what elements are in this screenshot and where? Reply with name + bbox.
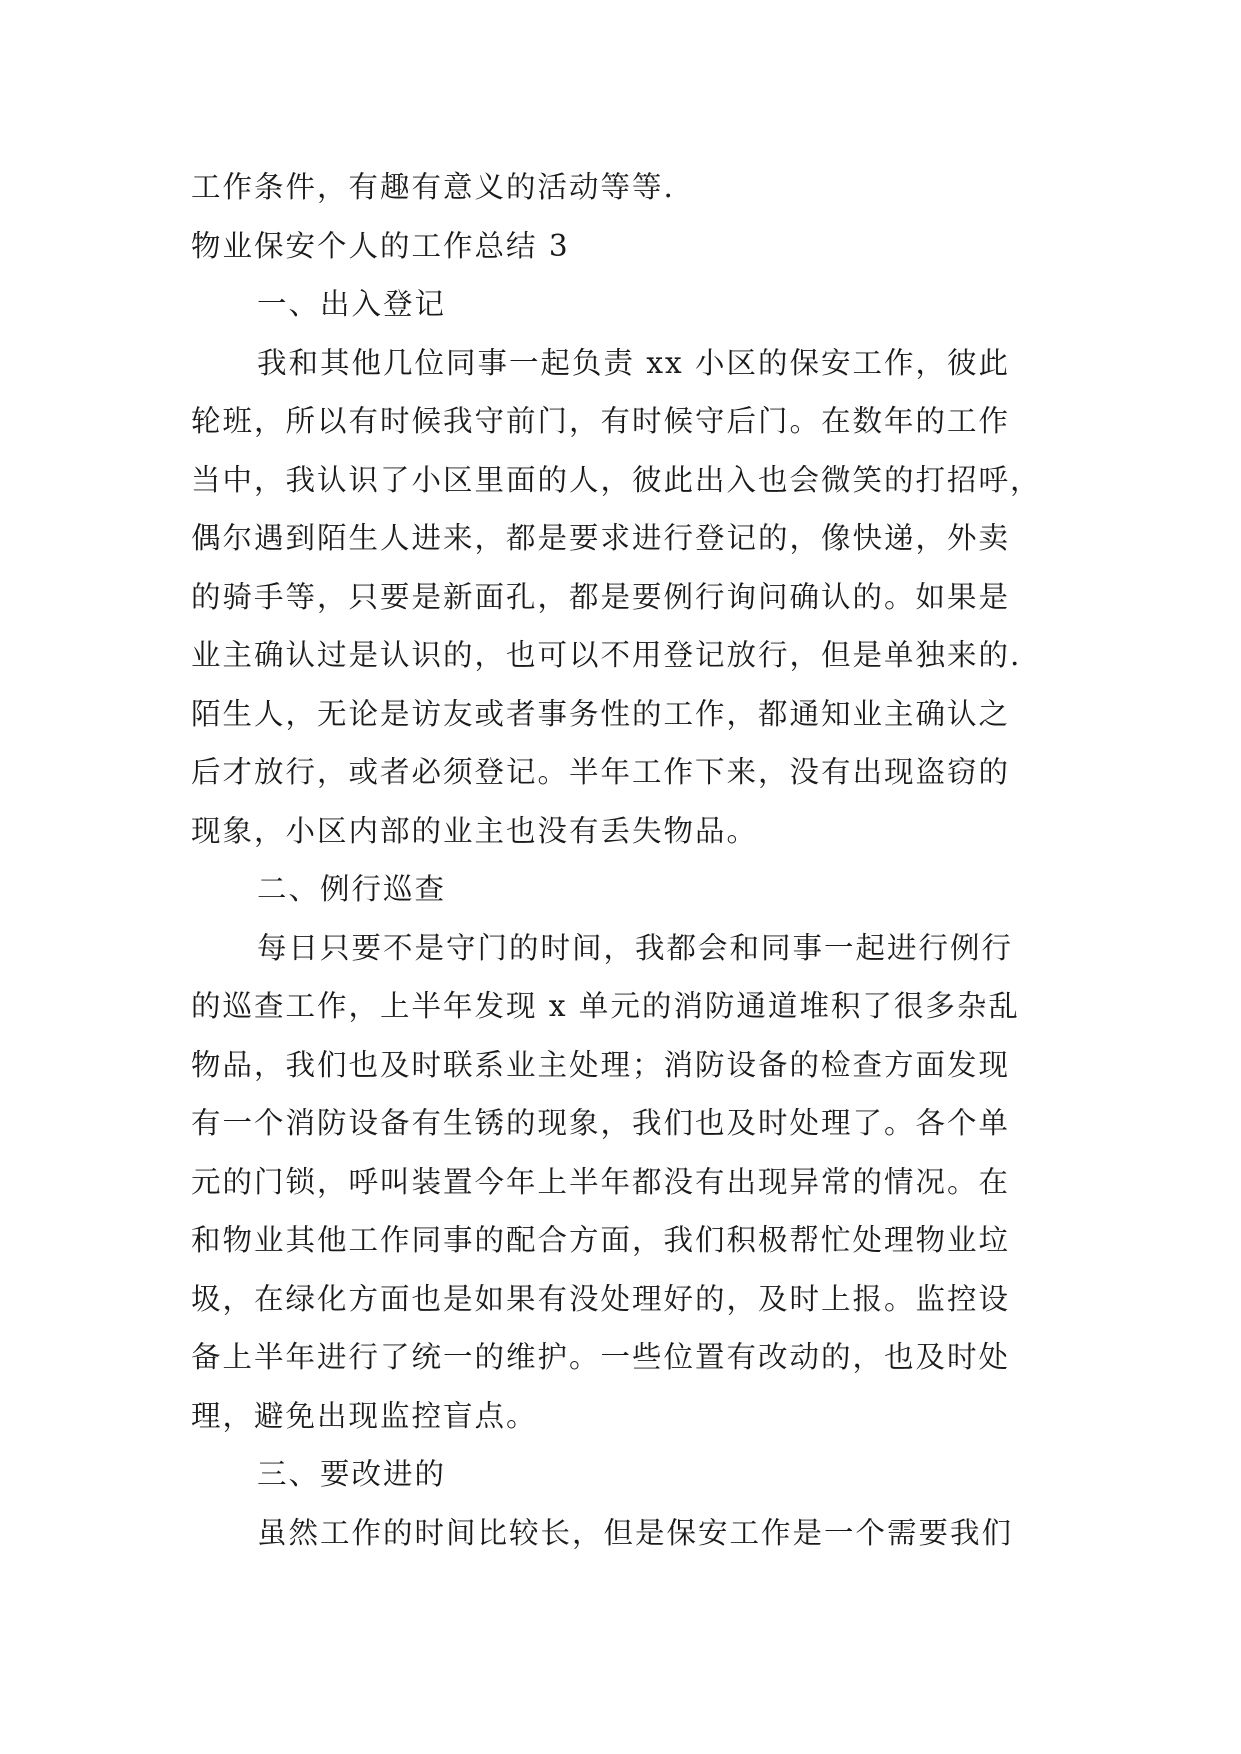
text-line: 和物业其他工作同事的配合方面，我们积极帮忙处理物业垃 bbox=[191, 1223, 1011, 1257]
text-line: 圾，在绿化方面也是如果有没处理好的，及时上报。监控设 bbox=[191, 1281, 1011, 1316]
subheading: 二、例行巡查 bbox=[257, 872, 447, 906]
subheading: 三、要改进的 bbox=[257, 1457, 447, 1491]
text-line: 的骑手等，只要是新面孔，都是要例行询问确认的。如果是 bbox=[191, 579, 1011, 614]
document-body bbox=[191, 158, 1053, 1562]
text-line: 每日只要不是守门的时间，我都会和同事一起进行例行 bbox=[257, 930, 1014, 965]
text-line: 的巡查工作，上半年发现 x 单元的消防通道堆积了很多杂乱 bbox=[191, 989, 1020, 1023]
text-line: 有一个消防设备有生锈的现象，我们也及时处理了。各个单 bbox=[191, 1106, 1011, 1140]
text-line: 现象，小区内部的业主也没有丢失物品。 bbox=[191, 813, 759, 848]
text-line: 物品，我们也及时联系业主处理；消防设备的检查方面发现 bbox=[191, 1047, 1011, 1082]
text-line: 业主确认过是认识的，也可以不用登记放行，但是单独来的. bbox=[191, 638, 1022, 672]
section-title: 物业保安个人的工作总结 3 bbox=[191, 228, 570, 263]
text-line: 元的门锁，呼叫装置今年上半年都没有出现异常的情况。在 bbox=[191, 1164, 1011, 1199]
text-line: 工作条件，有趣有意义的活动等等. bbox=[191, 170, 675, 204]
subheading: 一、出入登记 bbox=[257, 287, 447, 321]
text-line: 后才放行，或者必须登记。半年工作下来，没有出现盗窃的 bbox=[191, 755, 1011, 789]
text-line: 轮班，所以有时候我守前门，有时候守后门。在数年的工作 bbox=[191, 404, 1011, 438]
text-line: 偶尔遇到陌生人进来，都是要求进行登记的，像快递，外卖 bbox=[191, 521, 1011, 555]
text-line: 理，避免出现监控盲点。 bbox=[191, 1398, 538, 1433]
text-line: 当中，我认识了小区里面的人，彼此出入也会微笑的打招呼， bbox=[191, 462, 1042, 497]
text-line: 我和其他几位同事一起负责 xx 小区的保安工作，彼此 bbox=[257, 345, 1011, 380]
text-line: 虽然工作的时间比较长，但是保安工作是一个需要我们 bbox=[257, 1515, 1014, 1550]
text-line: 备上半年进行了统一的维护。一些位置有改动的，也及时处 bbox=[191, 1340, 1011, 1374]
text-line: 陌生人，无论是访友或者事务性的工作，都通知业主确认之 bbox=[191, 696, 1011, 731]
